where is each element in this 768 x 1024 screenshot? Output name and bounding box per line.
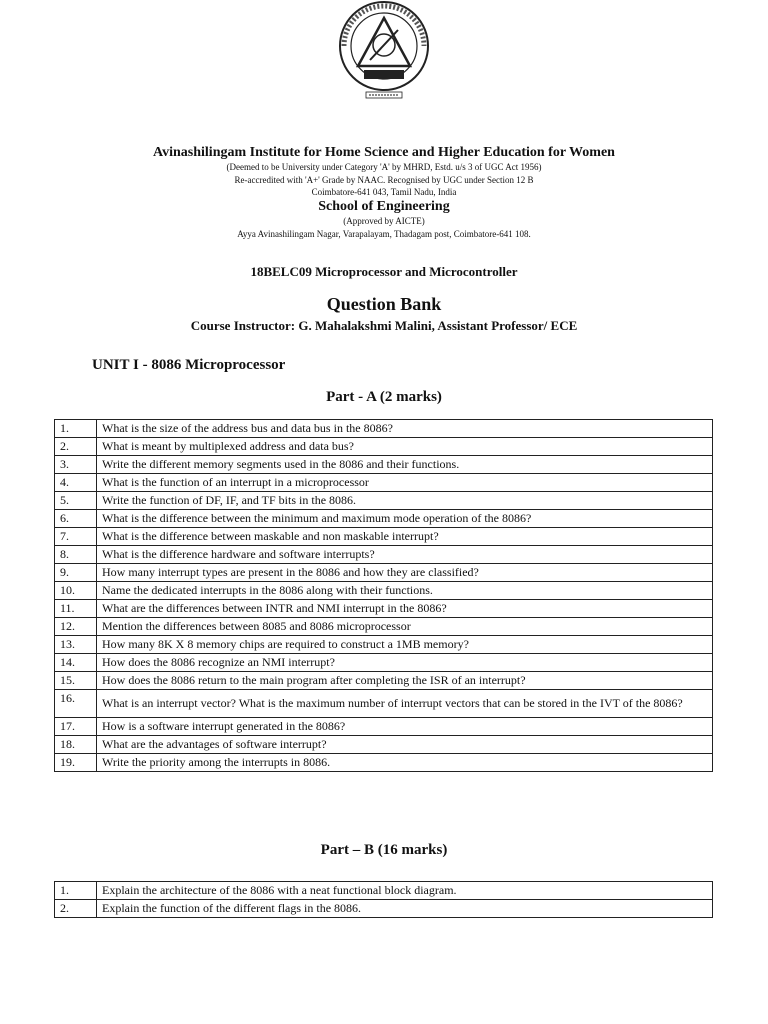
question-text: Explain the function of the different flags in the 8086. bbox=[97, 900, 713, 918]
question-text: What are the advantages of software interrupt? bbox=[97, 736, 713, 754]
question-row bbox=[55, 564, 713, 582]
question-text: What is an interrupt vector? What is the maximum number of interrupt vectors that can be stored in the IVT of the 8086? bbox=[97, 690, 713, 718]
question-number: 16. bbox=[55, 690, 97, 718]
question-row bbox=[55, 672, 713, 690]
question-number: 2. bbox=[55, 900, 97, 918]
part-a-heading: Part - A (2 marks) bbox=[326, 389, 442, 405]
school-name: School of Engineering bbox=[318, 199, 450, 214]
question-row bbox=[55, 456, 713, 474]
part-b-question-table bbox=[54, 881, 713, 918]
question-text: Mention the differences between 8085 and 8086 microprocessor bbox=[97, 618, 713, 636]
question-row bbox=[55, 718, 713, 736]
question-text: What is the size of the address bus and data bus in the 8086? bbox=[97, 420, 713, 438]
question-row bbox=[55, 582, 713, 600]
unit-title: UNIT I - 8086 Microprocessor bbox=[92, 357, 286, 373]
question-row bbox=[55, 528, 713, 546]
question-number: 3. bbox=[55, 456, 97, 474]
question-row bbox=[55, 510, 713, 528]
question-row bbox=[55, 420, 713, 438]
question-text: Write the different memory segments used in the 8086 and their functions. bbox=[97, 456, 713, 474]
institution-name: Avinashilingam Institute for Home Science and Higher Education for Women bbox=[153, 145, 615, 160]
question-number: 19. bbox=[55, 754, 97, 772]
question-row bbox=[55, 900, 713, 918]
question-number: 6. bbox=[55, 510, 97, 528]
question-text: What is the difference between the minimum and maximum mode operation of the 8086? bbox=[97, 510, 713, 528]
question-number: 14. bbox=[55, 654, 97, 672]
question-number: 13. bbox=[55, 636, 97, 654]
question-text: How many 8K X 8 memory chips are required to construct a 1MB memory? bbox=[97, 636, 713, 654]
accreditation-line: Re-accredited with 'A+' Grade by NAAC. Recognised by UGC under Section 12 B bbox=[234, 175, 534, 185]
approval-line: (Approved by AICTE) bbox=[343, 216, 425, 226]
question-number: 4. bbox=[55, 474, 97, 492]
question-row bbox=[55, 492, 713, 510]
question-number: 2. bbox=[55, 438, 97, 456]
question-number: 5. bbox=[55, 492, 97, 510]
question-text: How does the 8086 return to the main program after completing the ISR of an interrupt? bbox=[97, 672, 713, 690]
part-b-heading: Part – B (16 marks) bbox=[320, 842, 448, 858]
question-row bbox=[55, 600, 713, 618]
question-number: 17. bbox=[55, 718, 97, 736]
question-text: Write the function of DF, IF, and TF bits in the 8086. bbox=[97, 492, 713, 510]
question-number: 11. bbox=[55, 600, 97, 618]
question-number: 8. bbox=[55, 546, 97, 564]
question-text: What is meant by multiplexed address and data bus? bbox=[97, 438, 713, 456]
question-number: 9. bbox=[55, 564, 97, 582]
question-text: Explain the architecture of the 8086 with a neat functional block diagram. bbox=[97, 882, 713, 900]
question-row bbox=[55, 690, 713, 718]
deemed-university-line: (Deemed to be University under Category 'A' by MHRD, Estd. u/s 3 of UGC Act 1956) bbox=[226, 162, 542, 172]
question-row bbox=[55, 736, 713, 754]
question-row bbox=[55, 618, 713, 636]
part-a-question-table bbox=[54, 419, 713, 772]
question-text: How does the 8086 recognize an NMI interrupt? bbox=[97, 654, 713, 672]
question-number: 1. bbox=[55, 882, 97, 900]
question-row bbox=[55, 654, 713, 672]
question-text: What are the differences between INTR and NMI interrupt in the 8086? bbox=[97, 600, 713, 618]
course-instructor: Course Instructor: G. Mahalakshmi Malini, Assistant Professor/ ECE bbox=[190, 318, 578, 333]
course-title: 18BELC09 Microprocessor and Microcontroller bbox=[250, 264, 518, 279]
question-text: How many interrupt types are present in the 8086 and how they are classified? bbox=[97, 564, 713, 582]
city-line: Coimbatore-641 043, Tamil Nadu, India bbox=[311, 187, 457, 197]
question-row bbox=[55, 636, 713, 654]
question-row bbox=[55, 546, 713, 564]
school-address: Ayya Avinashilingam Nagar, Varapalayam, Thadagam post, Coimbatore-641 108. bbox=[237, 229, 531, 239]
question-row bbox=[55, 882, 713, 900]
question-text: What is the function of an interrupt in a microprocessor bbox=[97, 474, 713, 492]
question-number: 12. bbox=[55, 618, 97, 636]
document-title: Question Bank bbox=[326, 294, 442, 314]
question-row bbox=[55, 438, 713, 456]
question-text: Write the priority among the interrupts in 8086. bbox=[97, 754, 713, 772]
question-row bbox=[55, 754, 713, 772]
question-number: 18. bbox=[55, 736, 97, 754]
institution-seal-logo bbox=[336, 0, 432, 112]
question-text: What is the difference hardware and software interrupts? bbox=[97, 546, 713, 564]
question-number: 15. bbox=[55, 672, 97, 690]
question-number: 10. bbox=[55, 582, 97, 600]
question-row bbox=[55, 474, 713, 492]
question-number: 1. bbox=[55, 420, 97, 438]
question-text: Name the dedicated interrupts in the 8086 along with their functions. bbox=[97, 582, 713, 600]
question-text: What is the difference between maskable and non maskable interrupt? bbox=[97, 528, 713, 546]
question-number: 7. bbox=[55, 528, 97, 546]
question-text: How is a software interrupt generated in the 8086? bbox=[97, 718, 713, 736]
